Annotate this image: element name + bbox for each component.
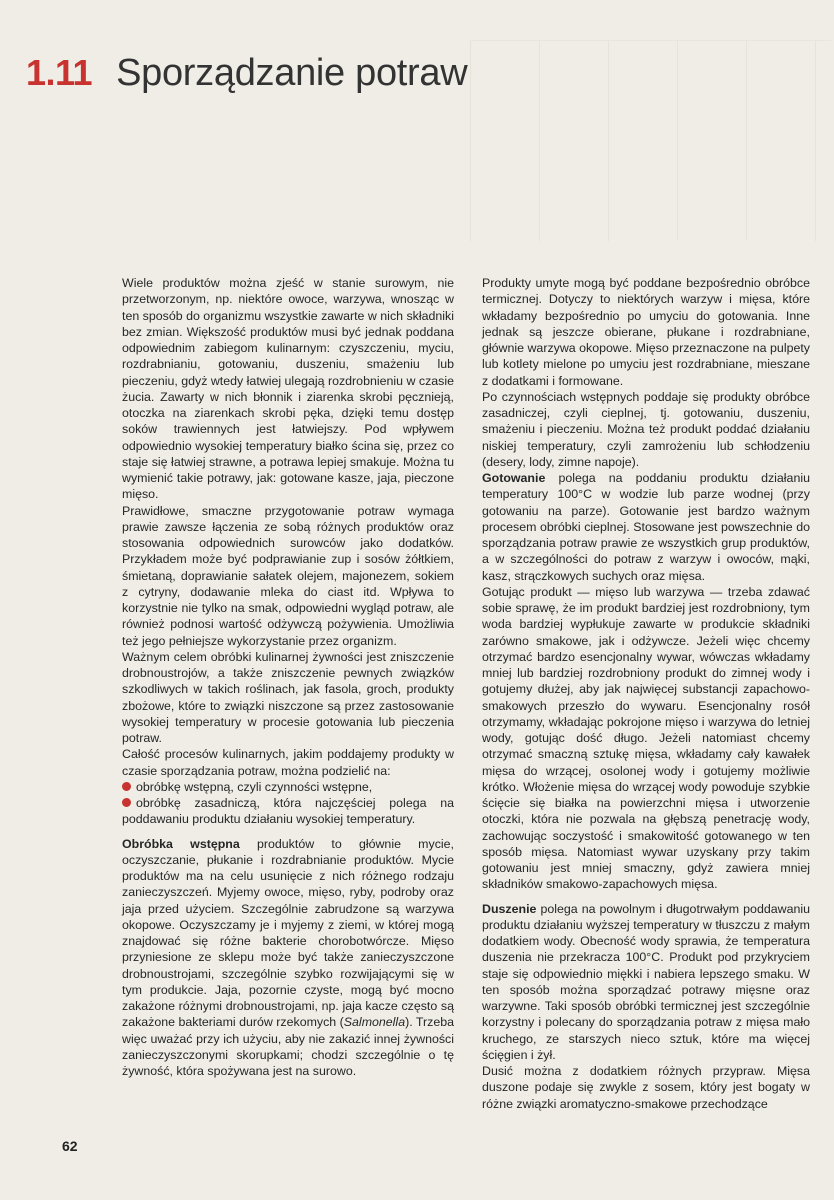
- paragraph-boiling-details: Gotując produkt — mięso lub warzywa — trzeba zdawać sobie sprawę, że im produkt bardziej jest rozdrobniony, tym woda bardziej wypłukuje zawarte w produkcie składniki zarówno smakowe, jak i odżywcze. Jeżeli więc chcemy otrzymać bardzo esencjonalny wywar, wówczas wkładamy mniej lub bardziej rozdrobniony produkt do zimnej wody i gotujemy dłużej, aby jak najwięcej substancji zapachowo-smakowych przeszło do wywaru. Esencjonalny rosół otrzymamy, wkładając pokrojone mięso i warzywa do letniej wody, gotując dość długo. Jeżeli natomiast chcemy otrzymać smaczną sztukę mięsa, wkładamy cały kawałek mięsa do wrzącej, osolonej wody i gotujemy możliwie krótko. Włożenie mięsa do wrzącej wody powoduje szybkie ścięcie się białka na powierzchni mięsa i utworzenie otoczki, która nie pozwala na głębszą penetrację wody, zachowując soczystość i smakowitość gotowanego w ten sposób mięsa. Natomiast wywar uzyskany przy takim gotowaniu jest mniej smaczny, gdyż zawiera mniej składników smakowo-zapachowych mięsa.: [482, 584, 810, 892]
- paragraph-preparation: Prawidłowe, smaczne przygotowanie potraw wymaga prawie zawsze łączenia ze sobą różnych produktów oraz stosowania odpowiednich surowców jako dodatków. Przykładem może być podprawianie zup i sosów żółtkiem, śmietaną, doprawianie sałatek olejem, majonezem, sokiem z cytryny, dodawanie mleka do ciast itd. Wpływa to korzystnie nie tylko na smak, odpowiedni wygląd potraw, ale również podnosi wartość odżywczą pożywienia. Umożliwia też jego pełniejsze wykorzystanie przez organizm.: [122, 503, 454, 648]
- bullet-item: obróbkę wstępną, czyli czynności wstępne,: [122, 779, 454, 795]
- term-obrobka-wstepna: Obróbka wstępna: [122, 836, 240, 851]
- section-title: Sporządzanie potraw: [116, 52, 468, 94]
- term-duszenie: Duszenie: [482, 901, 537, 916]
- paragraph-intro: Wiele produktów można zjeść w stanie surowym, nie przetworzonym, np. niektóre owoce, warzywa, wnosząc w ten sposób do organizmu wszystkie zawarte w nich składniki bez zmian. Większość produktów musi być jednak poddana odpowiednim zabiegom kulinarnym: czyszczeniu, myciu, rozdrabnianiu, gotowaniu, duszeniu, smażeniu lub pieczeniu, gdyż wtedy łatwiej ulegają rozdrobnieniu w czasie żucia. Zawarty w nich błonnik i ziarenka skrobi pęcznieją, otoczka na ziarenkach skrobi pęka, dzięki temu dostęp soków trawiennych jest łatwiejszy. Pod wpływem odpowiednio wysokiej temperatury białko ścina się, przez co staje się łatwiej strawne, a potrawa lepiej smakuje. Można tu wymienić takie potrawy, jak: gotowane kasze, jaja, pieczone mięso.: [122, 276, 454, 502]
- right-column: [482, 275, 810, 1112]
- faded-table-bleedthrough: [470, 40, 831, 241]
- left-column: [122, 275, 454, 1079]
- bullet-dot-icon: [122, 798, 131, 807]
- paragraph-stewing: Duszenie polega na powolnym i długotrwałym poddawaniu produktu działaniu wyższej temperatury w tłuszczu z małym dodatkiem wody. Obecność wody sprawia, że temperatura duszenia nie przekracza 100°C. Produkt pod przykryciem staje się odpowiednio miękki i nabiera lepszego smaku. W ten sposób można sporządzać potrawy mięsne oraz warzywne. Taki sposób obróbki termicznej jest szczególnie korzystny i polecany do sporządzania potraw z mięsa mało kruchego, ze starszych nieco sztuk, które ma więcej ścięgien i żył.: [482, 901, 810, 1062]
- paragraph-preliminary-treatment: Obróbka wstępna produktów to głównie mycie, oczyszczanie, płukanie i rozdrabnianie produktów. Mycie produktów ma na celu usunięcie z nich różnego rodzaju zanieczyszczeń. Myjemy owoce, mięso, ryby, podroby oraz jaja przed użyciem. Szczególnie zabrudzone są warzywa okopowe. Oczyszczamy je i myjemy z ziemi, w której mogą znajdować się różne bakterie chorobotwórcze. Mięso przyniesione ze sklepu może być także zanieczyszczone drobnoustrojami, szczególnie szybko rozwijającymi się w tym produkcie. Jaja, pozornie czyste, mogą być mocno zakażone różnymi drobnoustrojami, np. jaja kacze często są zakażone bakteriami durów rzekomych (Salmonella). Trzeba więc uważać przy ich użyciu, aby nie zakazić innej żywności zanieczyszczonymi skorupkami; chodzi szczególnie o tę żywność, która spożywana jest na surowo.: [122, 836, 454, 1078]
- paragraph-boiling: Gotowanie polega na poddaniu produktu działaniu temperatury 100°C w wodzie lub parze wodnej (przy gotowaniu na parze). Gotowanie jest bardzo ważnym procesem obróbki cieplnej. Stosowane jest powszechnie do sporządzania potraw prawie ze wszystkich grup produktów, a w szczególności do potraw z warzyw i owoców, mąki, kasz, strączkowych suchych oraz mięsa.: [482, 471, 810, 583]
- term-gotowanie: Gotowanie: [482, 471, 546, 485]
- bullet-item: obróbkę zasadniczą, która najczęściej polega na poddawaniu produktu działaniu wysokiej temperatury.: [122, 796, 454, 827]
- paragraph-stewing-spices: Dusić można z dodatkiem różnych przypraw. Mięsa duszone podaje się zwykle z sosem, który jest bogaty w różne związki aromatyczno-smakowe przechodzące: [482, 1064, 810, 1111]
- section-header: [26, 52, 467, 95]
- bullet-dot-icon: [122, 782, 131, 791]
- section-number: 1.11: [26, 52, 93, 93]
- paragraph-washed-products: Produkty umyte mogą być poddane bezpośrednio obróbce termicznej. Dotyczy to niektórych warzyw i mięsa, które wkładamy bezpośrednio po umyciu do gotowania. Inne jednak są jeszcze obierane, płukane i rozdrabniane, głównie warzywa okopowe. Mięso przeznaczone na pulpety lub kotlety mielone po umyciu jest rozdrabniane, mieszane z dodatkami i formowane.: [482, 276, 810, 388]
- paragraph-processes: Całość procesów kulinarnych, jakim poddajemy produkty w czasie sporządzania potraw, można podzielić na:: [122, 747, 454, 778]
- paragraph-microbes: Ważnym celem obróbki kulinarnej żywności jest zniszczenie drobnoustrojów, a także zniszczenie pewnych związków szkodliwych w takich roślinach, jak fasola, groch, produkty zbożowe, które to związki niszczone są przez zastosowanie wysokiej temperatury w procesie gotowania lub pieczenia potraw.: [122, 649, 454, 745]
- page-number: 62: [62, 1138, 78, 1154]
- paragraph-main-treatment: Po czynnościach wstępnych poddaje się produkty obróbce zasadniczej, czyli cieplnej, tj. gotowaniu, duszeniu, smażeniu i pieczeniu. Można też produkt poddać działaniu niskiej temperatury, czyli zamrożeniu lub schłodzeniu (desery, lody, zimne napoje).: [482, 389, 810, 469]
- italic-salmonella: Salmonella: [343, 1015, 406, 1030]
